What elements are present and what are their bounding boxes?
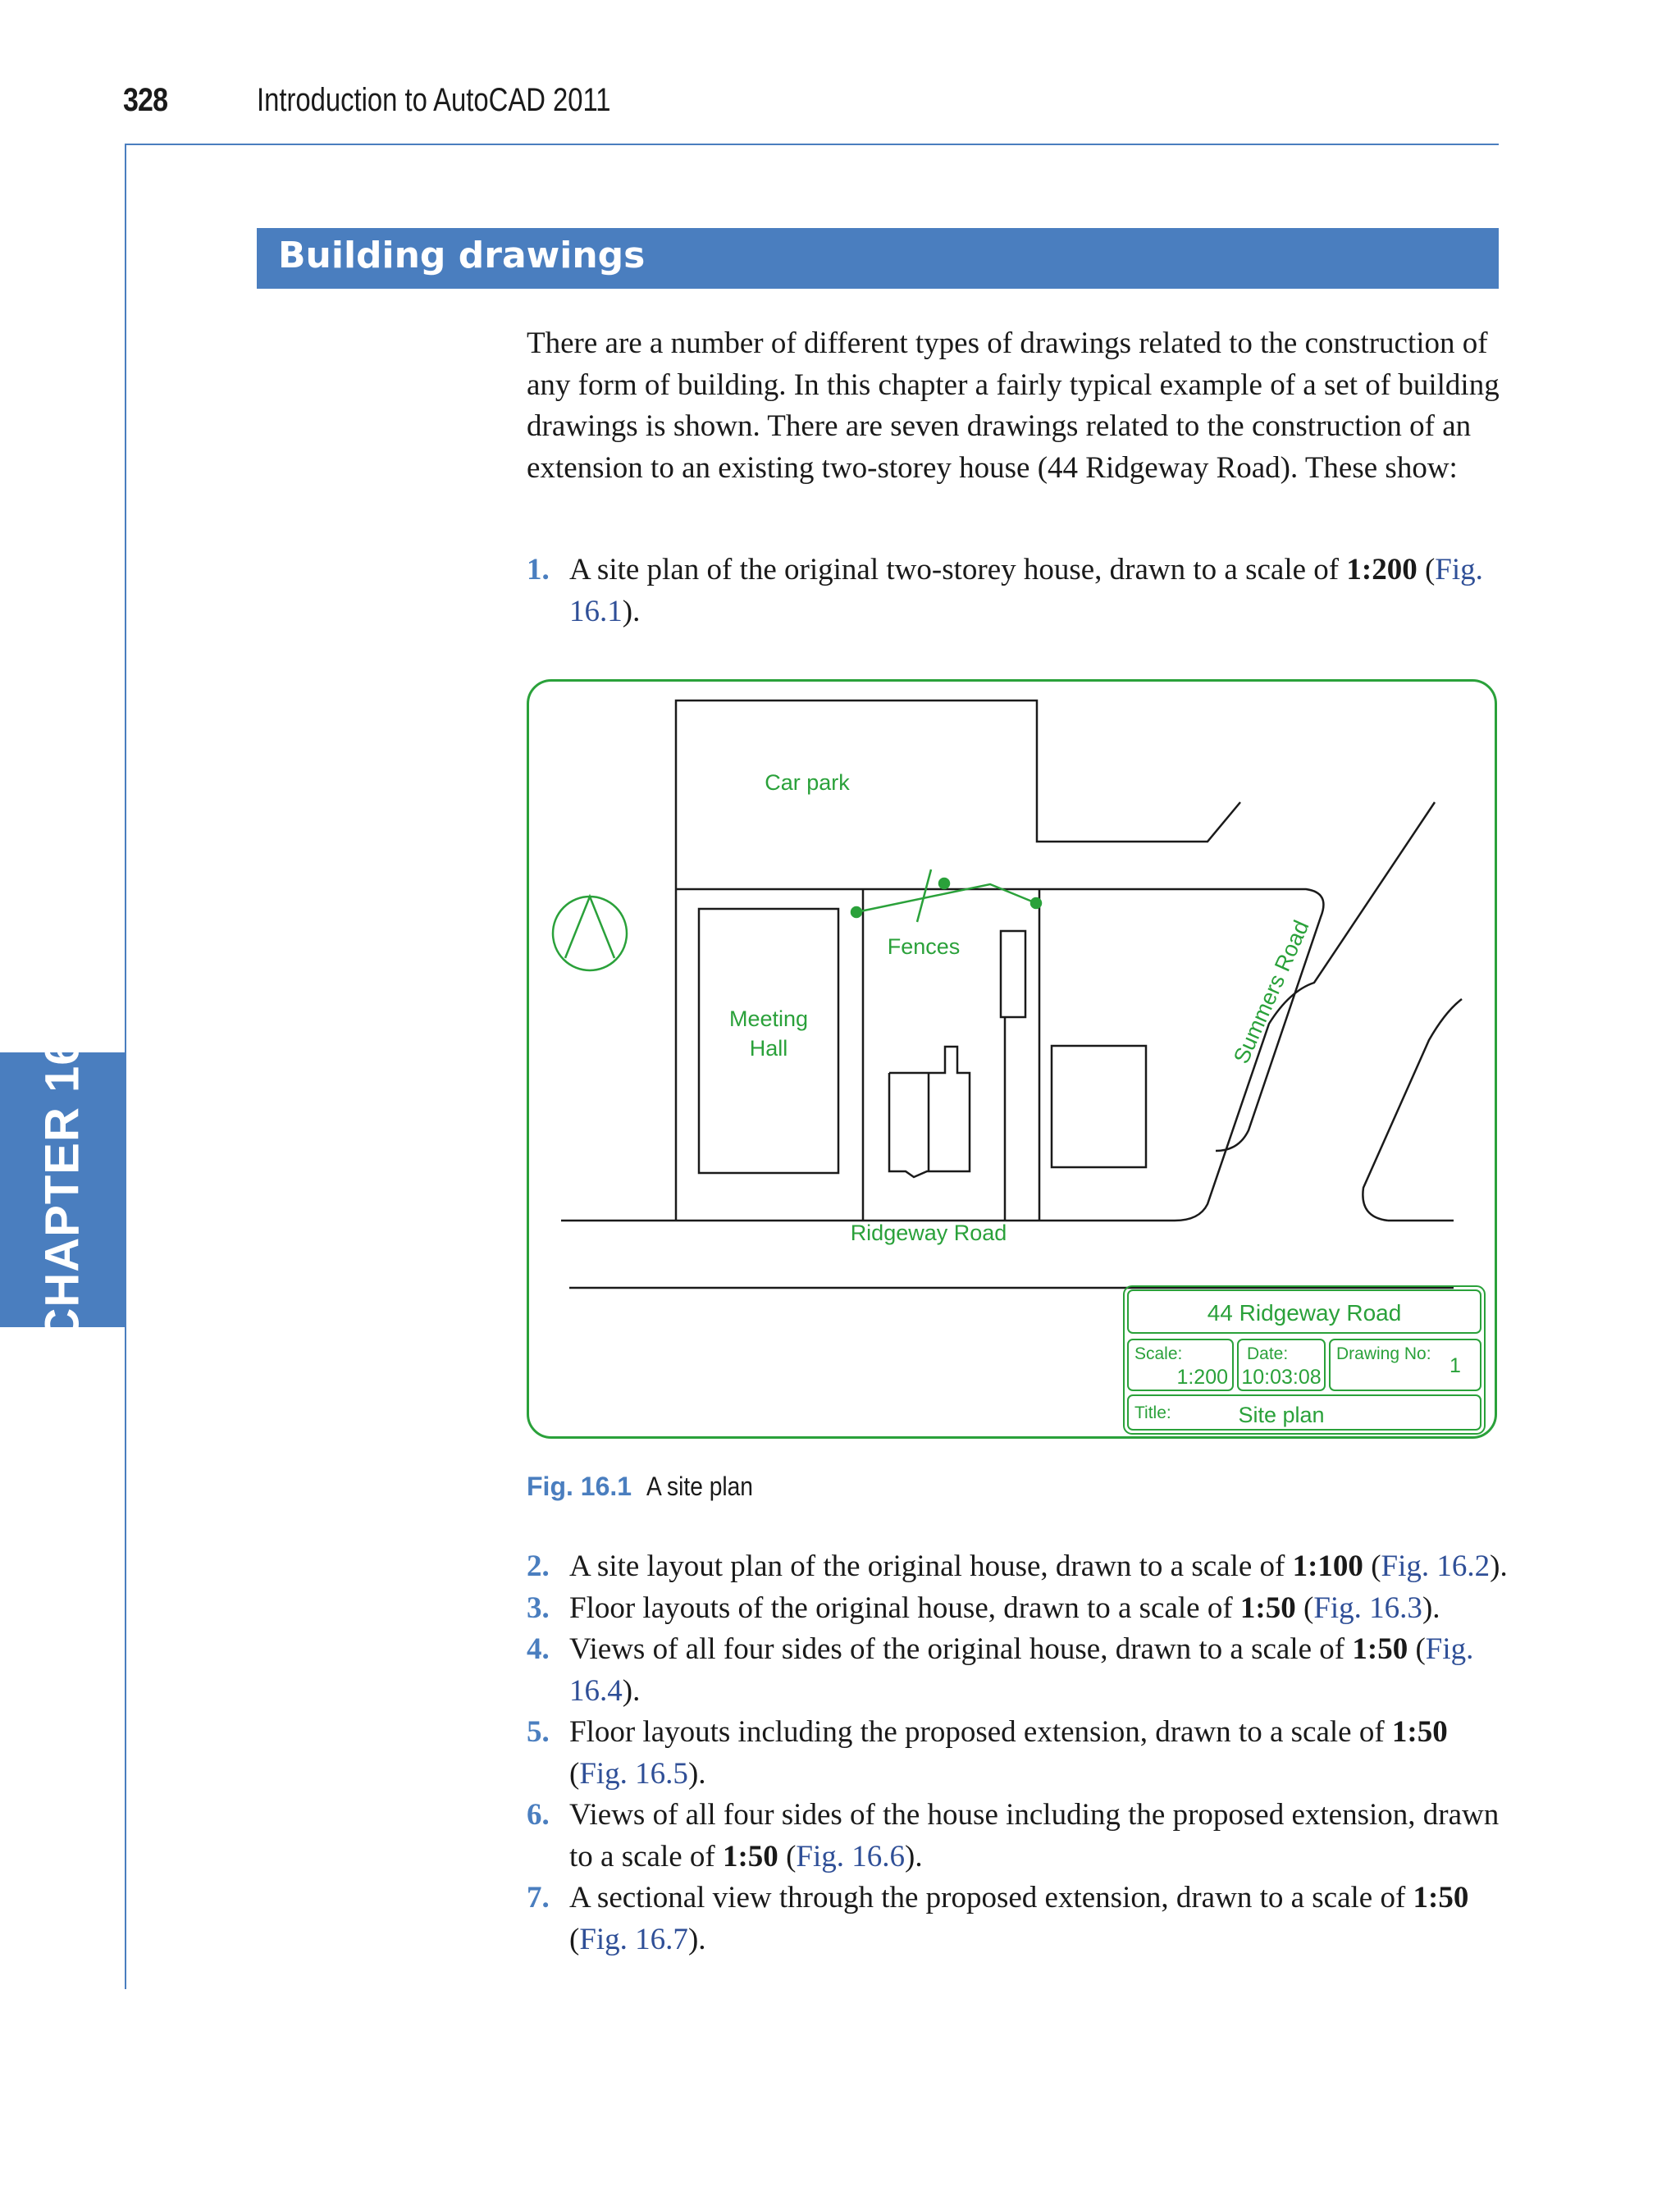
figure-link[interactable]: Fig. 16.5: [579, 1756, 688, 1791]
title-block-address: 44 Ridgeway Road: [1207, 1300, 1402, 1326]
figure-link[interactable]: Fig. 16.7: [579, 1922, 688, 1956]
page-number: 328: [123, 82, 168, 118]
label-summers-road: Summers Road: [1228, 916, 1314, 1068]
list-number: 6.: [527, 1798, 550, 1832]
drawing-list-part-1: [527, 550, 1511, 632]
section-title: Building drawings: [278, 235, 646, 276]
label-meeting-hall-2: Hall: [749, 1036, 788, 1061]
figure-link[interactable]: Fig. 16.3: [1313, 1590, 1422, 1625]
figure-link[interactable]: Fig. 16.2: [1381, 1549, 1491, 1583]
list-number: 7.: [527, 1881, 550, 1914]
list-number: 5.: [527, 1715, 550, 1749]
label-ridgeway-road: Ridgeway Road: [850, 1221, 1007, 1245]
list-number: 2.: [527, 1549, 550, 1583]
label-car-park: Car park: [765, 770, 850, 795]
list-item: 3. Floor layouts of the original house, drawn to a scale of 1:50 (Fig. 16.3).: [527, 1588, 1511, 1630]
neighbour-house: [1052, 1046, 1146, 1167]
figure-caption: [527, 1472, 767, 1502]
title-block-date-value: 10:03:08: [1241, 1366, 1322, 1389]
list-item: 1. A site plan of the original two-storey house, drawn to a scale of 1:200 (Fig. 16.1).: [527, 550, 1511, 632]
title-block-date-label: Date:: [1247, 1344, 1289, 1363]
list-item: 2. A site layout plan of the original house, drawn to a scale of 1:100 (Fig. 16.2).: [527, 1546, 1511, 1588]
chapter-tab: [0, 1038, 125, 1342]
list-number: 1.: [527, 553, 550, 586]
figure-caption-text: A site plan: [646, 1472, 753, 1501]
title-block-title-label: Title:: [1134, 1403, 1171, 1422]
running-title: Introduction to AutoCAD 2011: [257, 82, 611, 118]
header-rule: [125, 144, 1499, 145]
list-item: 7. A sectional view through the proposed extension, drawn to a scale of 1:50 (Fig. 16.7).: [527, 1878, 1511, 1960]
drawing-list-part-2: [527, 1546, 1511, 1960]
label-fences: Fences: [887, 934, 961, 959]
title-block-drawing-no-value: 1: [1449, 1354, 1461, 1377]
list-number: 4.: [527, 1632, 550, 1666]
figure-link[interactable]: Fig. 16.1: [569, 553, 1483, 628]
list-number: 3.: [527, 1590, 550, 1625]
north-arrow-icon: [553, 897, 627, 970]
site-plan-drawing: [527, 679, 1497, 1439]
title-block-drawing-no-label: Drawing No:: [1336, 1344, 1431, 1363]
section-heading-bar: [257, 228, 1499, 289]
car-park-outline: [676, 701, 1240, 889]
margin-rule: [125, 144, 126, 1989]
intro-paragraph: There are a number of different types of drawings related to the construction of any form of building. In this chapter a fairly typical example of a set of building drawings is shown. There are seven drawings related to the construction of an extension to an existing two-storey house (44 Ridgeway Road). These show:: [527, 326, 1500, 485]
list-item: 5. Floor layouts including the proposed extension, drawn to a scale of 1:50 (Fig. 16.5).: [527, 1712, 1511, 1795]
side-shed: [1001, 931, 1025, 1017]
figure-caption-number: Fig. 16.1: [527, 1472, 632, 1501]
title-block-scale-label: Scale:: [1134, 1344, 1183, 1363]
figure-link[interactable]: Fig. 16.6: [796, 1839, 905, 1873]
list-item: 4. Views of all four sides of the original house, drawn to a scale of 1:50 (Fig. 16.4).: [527, 1629, 1511, 1712]
list-item: 6. Views of all four sides of the house including the proposed extension, drawn to a scale of 1:50 (Fig. 16.6).: [527, 1795, 1511, 1878]
chapter-label: CHAPTER 16: [35, 1038, 89, 1342]
title-block-scale-value: 1:200: [1176, 1366, 1228, 1389]
title-block-title-value: Site plan: [1238, 1403, 1325, 1427]
figure-link[interactable]: Fig. 16.4: [569, 1632, 1474, 1708]
label-meeting-hall-1: Meeting: [728, 1006, 809, 1031]
